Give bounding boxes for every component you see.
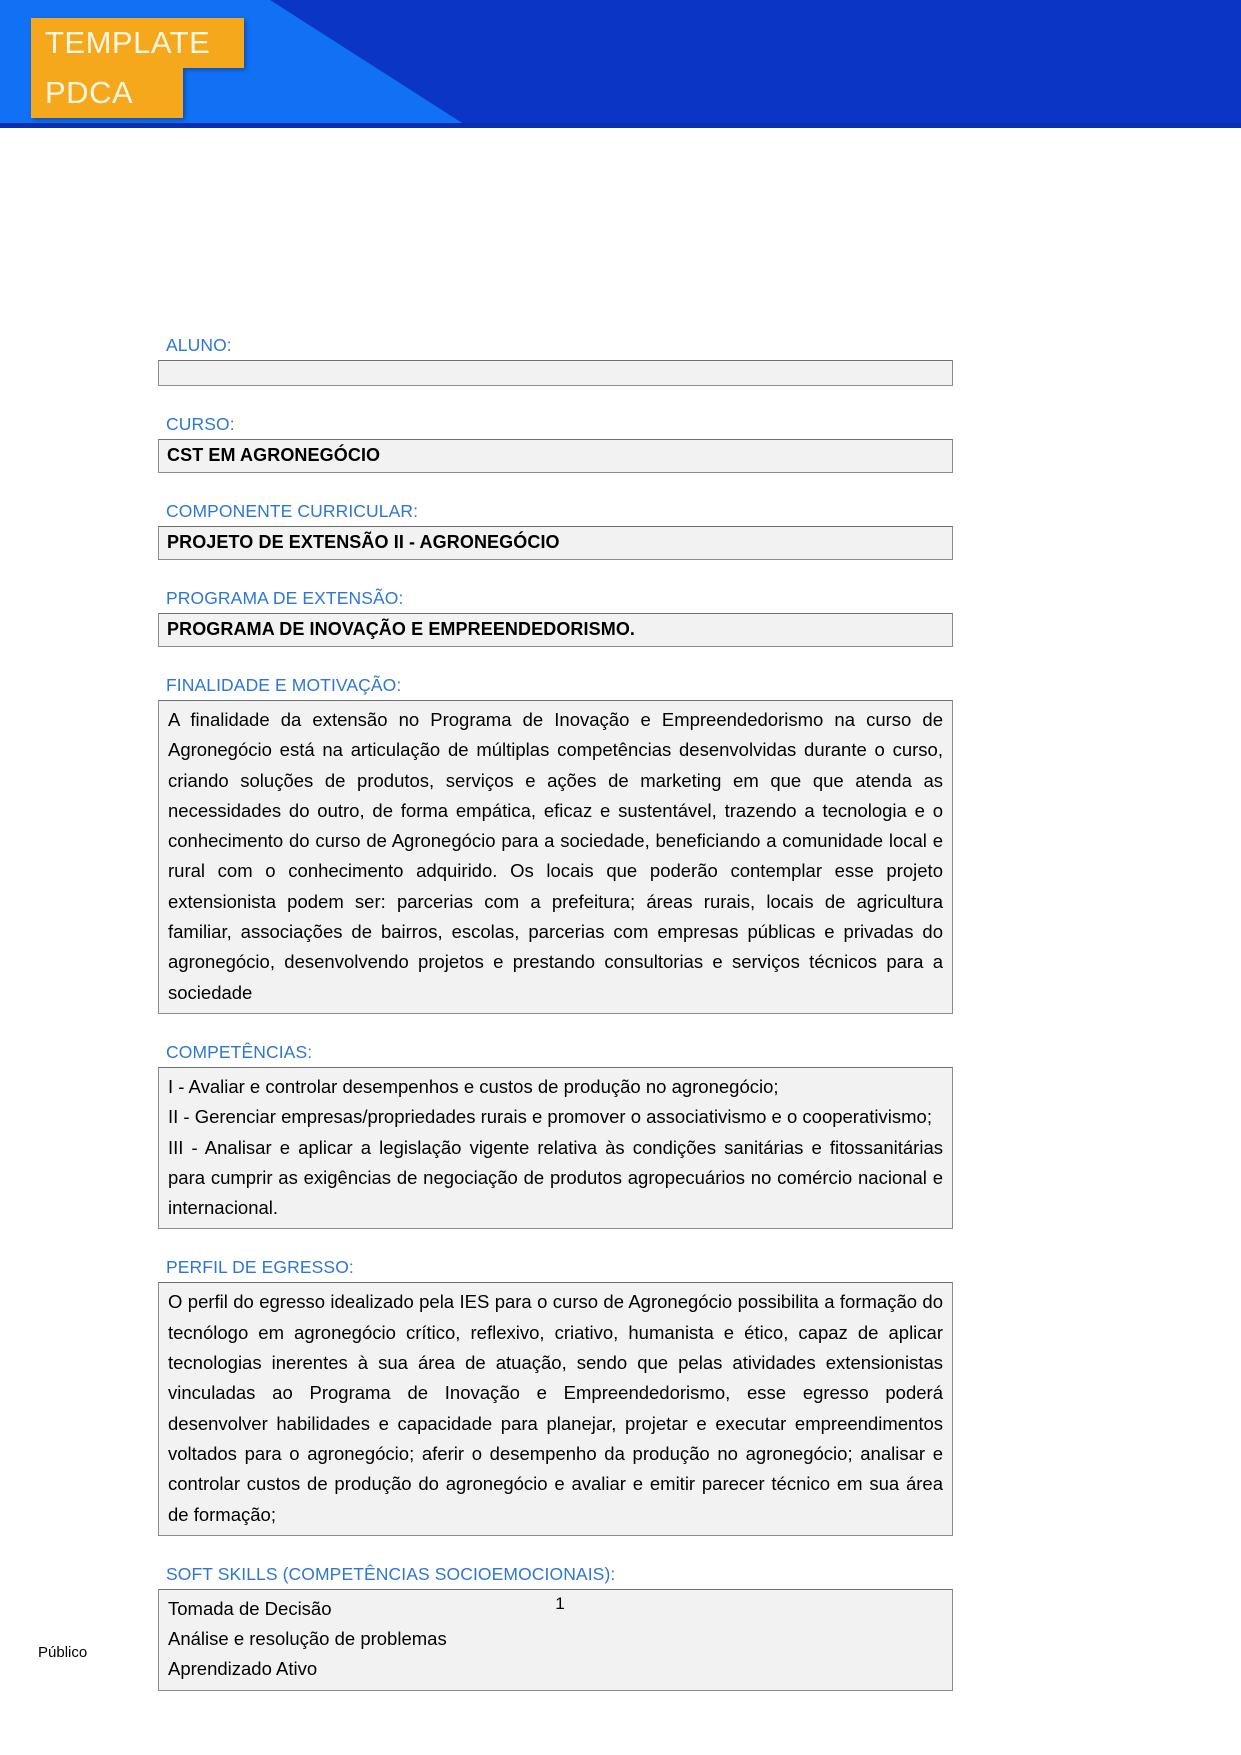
label-perfil-egresso: PERFIL DE EGRESSO: [166, 1257, 354, 1278]
spacer [158, 1238, 953, 1255]
page-number: 1 [555, 1594, 565, 1613]
logo-line-pdca: PDCA [31, 68, 183, 118]
value-programa-extensao: PROGRAMA DE INOVAÇÃO E EMPREENDEDORISMO. [167, 619, 636, 639]
input-finalidade-motivacao[interactable] [158, 700, 953, 1014]
input-aluno[interactable] [158, 360, 953, 386]
competencia-item-2: II - Gerenciar empresas/propriedades rurais e promover o associativismo e o cooperativismo; [168, 1106, 932, 1128]
field-group-aluno [158, 333, 953, 386]
field-group-programa-extensao [158, 586, 953, 647]
competencia-item-3: III - Analisar e aplicar a legislação vigente relativa às condições sanitárias e fitossanitárias para cumprir as exigências de negociação de produtos agropecuários no comércio nacional e internacional. [168, 1136, 943, 1219]
spacer [158, 1023, 953, 1040]
soft-skill-item-3: Aprendizado Ativo [168, 1658, 318, 1680]
label-soft-skills: SOFT SKILLS (COMPETÊNCIAS SOCIOEMOCIONAIS): [166, 1563, 616, 1584]
value-finalidade-motivacao: A finalidade da extensão no Programa de Inovação e Empreendedorismo na curso de Agronegócio está na articulação de múltiplas competências desenvolvidas durante o curso, criando soluções de produtos, serviços e ações de marketing em que que atenda as necessidades do outro, de forma empática, eficaz e sustentável, trazendo a tecnologia e o conhecimento do curso de Agronegócio para a sociedade, beneficiando a comunidade local e rural com o conhecimento adquirido. Os locais que poderão contemplar esse projeto extensionista podem ser: parcerias com a prefeitura; áreas rurais, locais de agricultura familiar, associações de bairros, escolas, parcerias com empresas públicas e privadas do agronegócio, desenvolvendo projetos e prestando consultorias e serviços técnicos para a sociedade [168, 709, 943, 1003]
competencia-item-1: I - Avaliar e controlar desempenhos e custos de produção no agronegócio; [168, 1075, 779, 1097]
value-curso: CST EM AGRONEGÓCIO [167, 445, 381, 465]
label-componente-curricular: COMPONENTE CURRICULAR: [166, 501, 419, 521]
input-programa-extensao[interactable] [158, 613, 953, 647]
value-componente-curricular: PROJETO DE EXTENSÃO II - AGRONEGÓCIO [167, 532, 560, 552]
value-perfil-egresso: O perfil do egresso idealizado pela IES para o curso de Agronegócio possibilita a formação do tecnólogo em agronegócio crítico, reflexivo, criativo, humanista e ético, capaz de aplicar tecnologias inerentes à sua área de atuação, sendo que pelas atividades extensionistas vinculadas ao Programa de Inovação e Empreendedorismo, esse egresso poderá desenvolver habilidades e capacidade para planejar, projetar e executar empreendimentos voltados para o agronegócio; aferir o desempenho da produção no agronegócio; analisar e controlar custos de produção do agronegócio e avaliar e emitir parecer técnico em sua área de formação; [168, 1291, 943, 1525]
label-curso: CURSO: [166, 414, 235, 434]
soft-skill-item-2: Análise e resolução de problemas [168, 1628, 447, 1650]
spacer [158, 395, 953, 412]
field-group-perfil-egresso [158, 1255, 953, 1535]
label-programa-extensao: PROGRAMA DE EXTENSÃO: [166, 588, 404, 608]
logo-line-template: TEMPLATE [31, 18, 244, 68]
input-componente-curricular[interactable] [158, 526, 953, 560]
field-group-soft-skills [158, 1562, 953, 1691]
page-header-banner [0, 0, 1241, 128]
banner-bottom-rule [0, 123, 1241, 128]
input-perfil-egresso[interactable] [158, 1282, 953, 1535]
field-group-finalidade-motivacao [158, 673, 953, 1014]
template-pdca-logo [31, 18, 244, 118]
field-group-componente-curricular [158, 499, 953, 560]
field-group-competencias [158, 1040, 953, 1229]
spacer [158, 1545, 953, 1562]
label-finalidade-motivacao: FINALIDADE E MOTIVAÇÃO: [166, 675, 402, 695]
label-competencias: COMPETÊNCIAS: [166, 1041, 313, 1062]
spacer [158, 656, 953, 673]
soft-skill-item-1: Tomada de Decisão [168, 1597, 332, 1619]
document-classification: Público [38, 1644, 88, 1661]
input-curso[interactable] [158, 439, 953, 473]
input-competencias[interactable] [158, 1067, 953, 1229]
spacer [158, 482, 953, 499]
field-group-curso [158, 412, 953, 473]
label-aluno: ALUNO: [166, 335, 232, 355]
form-content [158, 333, 953, 1700]
spacer [158, 569, 953, 586]
